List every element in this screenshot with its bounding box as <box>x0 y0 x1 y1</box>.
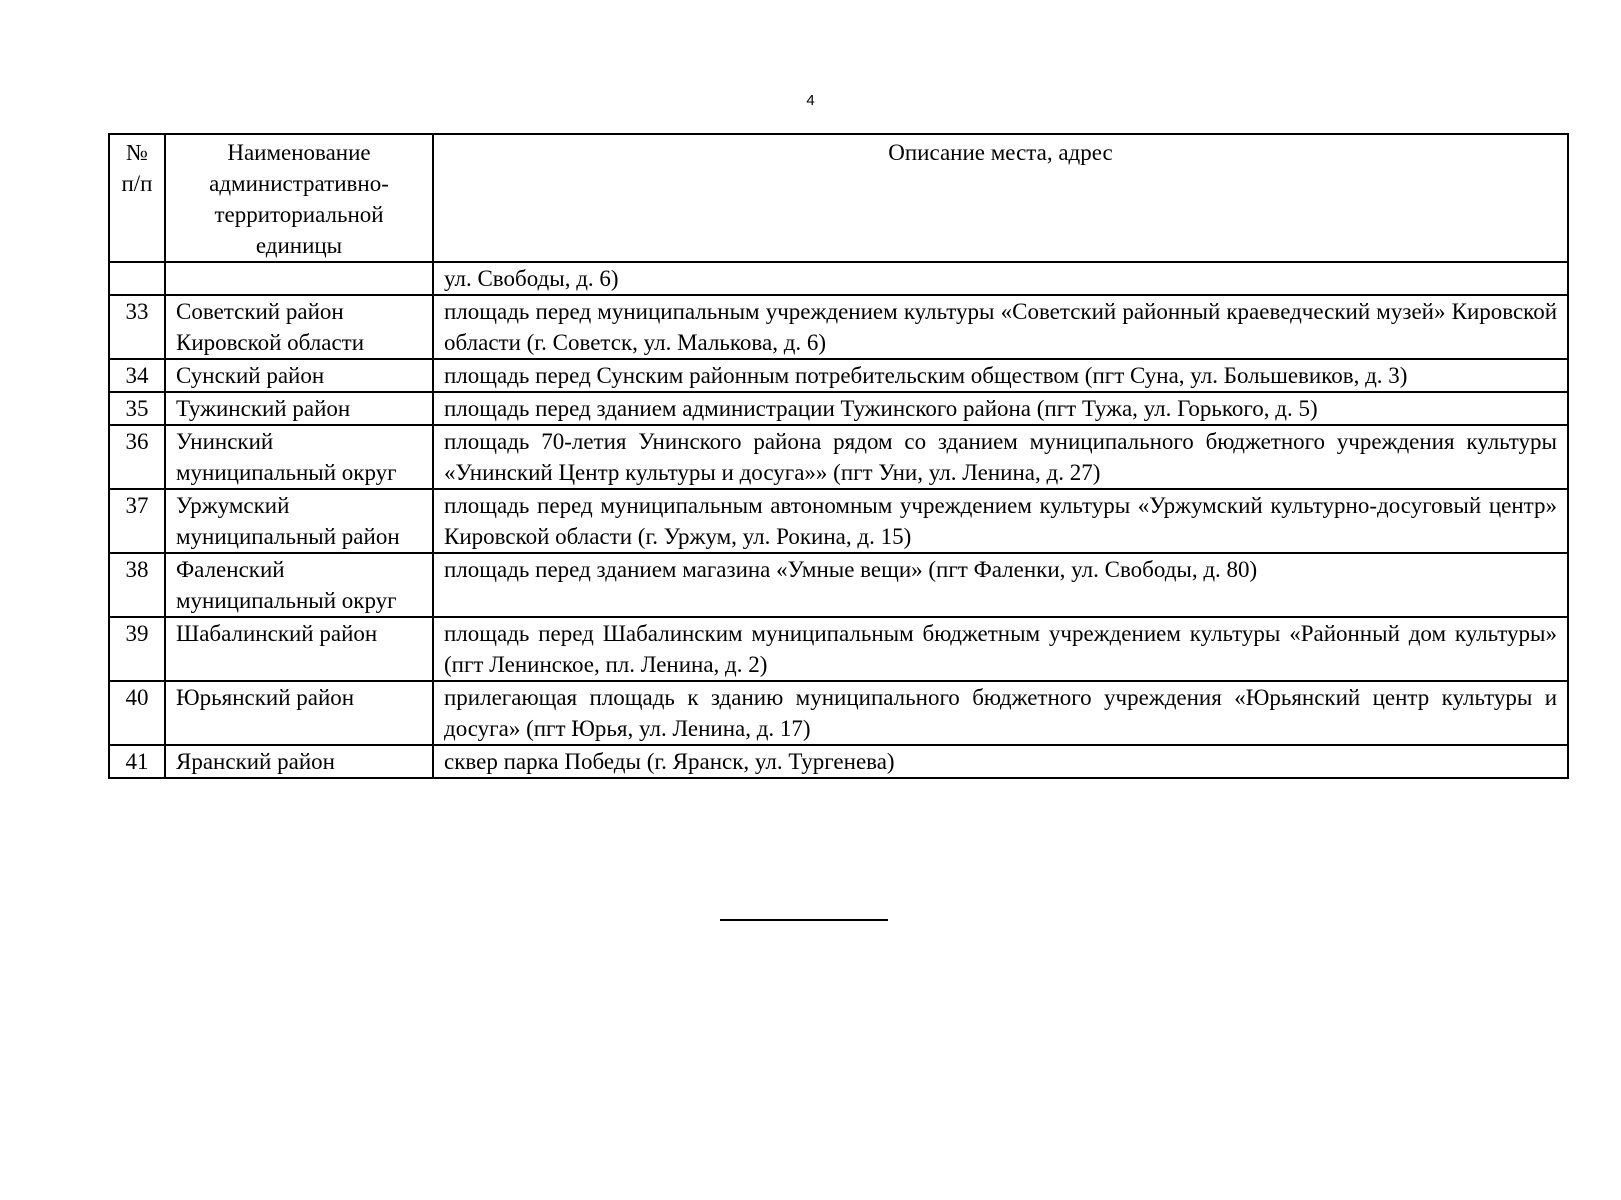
table-row <box>109 745 1568 778</box>
header-description: Описание места, адрес <box>433 134 1568 262</box>
header-unit: Наименование административно-территориальной единицы <box>165 134 433 262</box>
row-unit: Тужинский район <box>165 392 433 425</box>
table-row <box>109 489 1568 553</box>
row-description: площадь перед муниципальным учреждением культуры «Советский районный краеведческий музей» Кировской области (г. Советск, ул. Малькова, д. 6) <box>433 295 1568 359</box>
row-num: 41 <box>109 745 165 778</box>
table-row <box>109 617 1568 681</box>
table-row <box>109 295 1568 359</box>
row-num: 36 <box>109 425 165 489</box>
row-num: 34 <box>109 359 165 392</box>
row-description: площадь перед зданием магазина «Умные вещи» (пгт Фаленки, ул. Свободы, д. 80) <box>433 553 1568 617</box>
row-description: площадь перед зданием администрации Тужинского района (пгт Тужа, ул. Горького, д. 5) <box>433 392 1568 425</box>
table-row <box>109 425 1568 489</box>
row-unit: Яранский район <box>165 745 433 778</box>
row-unit: Сунский район <box>165 359 433 392</box>
table-row <box>109 359 1568 392</box>
row-num: 38 <box>109 553 165 617</box>
row-num: 33 <box>109 295 165 359</box>
row-description: площадь 70-летия Унинского района рядом со зданием муниципального бюджетного учреждения культуры «Унинский Центр культуры и досуга»» (пгт Уни, ул. Ленина, д. 27) <box>433 425 1568 489</box>
table-row <box>109 553 1568 617</box>
locations-table <box>108 133 1569 779</box>
continuation-description-cell: ул. Свободы, д. 6) <box>433 262 1568 295</box>
row-unit: Фаленский муниципальный округ <box>165 553 433 617</box>
end-divider-line <box>720 919 888 921</box>
continuation-unit-cell <box>165 262 433 295</box>
row-num: 40 <box>109 681 165 745</box>
row-unit: Унинский муниципальный округ <box>165 425 433 489</box>
header-num: № п/п <box>109 134 165 262</box>
row-description: сквер парка Победы (г. Яранск, ул. Тургенева) <box>433 745 1568 778</box>
row-description: площадь перед Сунским районным потребительским обществом (пгт Суна, ул. Большевиков, д. 3) <box>433 359 1568 392</box>
table-header-row <box>109 134 1568 262</box>
continuation-num-cell <box>109 262 165 295</box>
row-num: 35 <box>109 392 165 425</box>
table-row <box>109 681 1568 745</box>
row-description: площадь перед Шабалинским муниципальным бюджетным учреждением культуры «Районный дом культуры» (пгт Ленинское, пл. Ленина, д. 2) <box>433 617 1568 681</box>
table-row <box>109 392 1568 425</box>
row-description: прилегающая площадь к зданию муниципального бюджетного учреждения «Юрьянский центр культуры и досуга» (пгт Юрья, ул. Ленина, д. 17) <box>433 681 1568 745</box>
row-description: площадь перед муниципальным автономным учреждением культуры «Уржумский культурно-досуговый центр» Кировской области (г. Уржум, ул. Рокина, д. 15) <box>433 489 1568 553</box>
row-unit: Советский район Кировской области <box>165 295 433 359</box>
row-num: 37 <box>109 489 165 553</box>
row-unit: Юрьянский район <box>165 681 433 745</box>
row-num: 39 <box>109 617 165 681</box>
row-unit: Уржумский муниципальный район <box>165 489 433 553</box>
page-number: 4 <box>806 92 815 109</box>
row-unit: Шабалинский район <box>165 617 433 681</box>
table-row-continuation <box>109 262 1568 295</box>
